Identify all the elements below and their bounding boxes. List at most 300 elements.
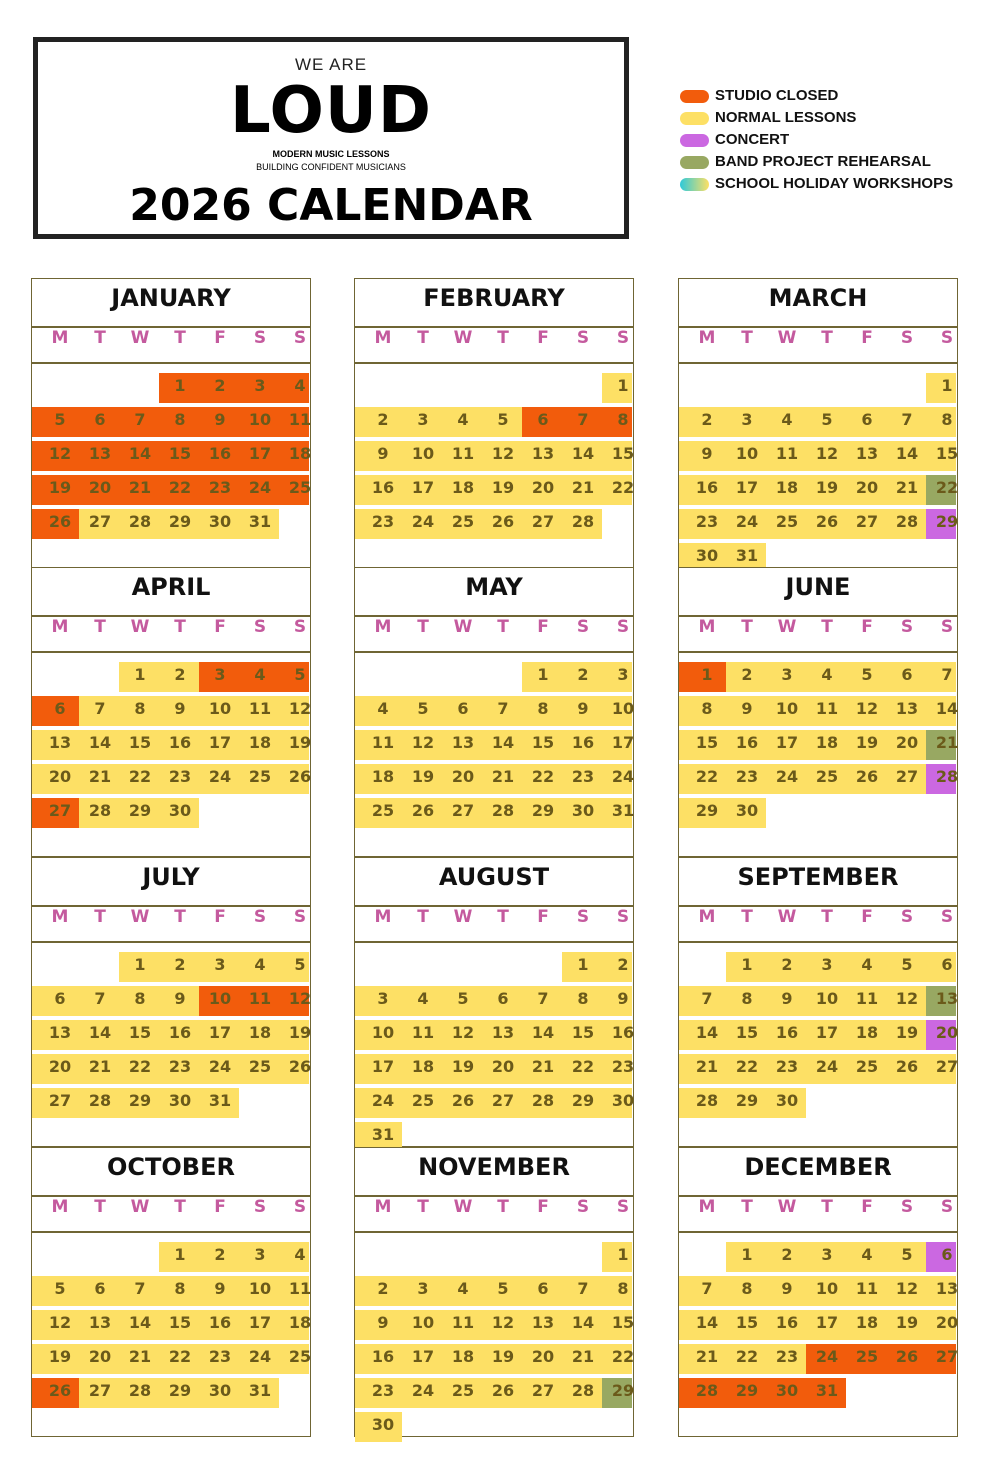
day-number: 6 — [537, 1279, 549, 1298]
day-number: 15 — [531, 733, 555, 752]
day-cell — [806, 407, 846, 437]
day-number: 9 — [214, 410, 226, 429]
day-cell — [355, 764, 402, 794]
day-cell — [442, 1088, 482, 1118]
day-cell — [355, 730, 402, 760]
weekday-label: F — [214, 617, 226, 637]
day-number: 7 — [701, 1279, 713, 1298]
day-number: 30 — [208, 512, 232, 531]
day-number: 13 — [451, 733, 475, 752]
weekday-label: W — [453, 617, 473, 637]
day-cell — [442, 509, 482, 539]
day-cell — [926, 441, 959, 471]
day-cell — [846, 662, 886, 692]
weekday-label: F — [861, 617, 873, 637]
month-name: JANUARY — [111, 284, 231, 312]
day-number: 21 — [88, 1057, 112, 1076]
day-number: 12 — [288, 989, 312, 1008]
weekday-label: W — [453, 907, 473, 927]
day-cell — [355, 1020, 402, 1050]
day-number: 26 — [855, 767, 879, 786]
day-number: 18 — [815, 733, 839, 752]
day-number: 24 — [208, 1057, 232, 1076]
day-cell — [355, 696, 402, 726]
day-number: 20 — [531, 478, 555, 497]
day-cell — [926, 1054, 959, 1084]
day-number: 12 — [288, 699, 312, 718]
day-cell — [355, 441, 402, 471]
day-cell — [806, 441, 846, 471]
day-number: 11 — [288, 1279, 312, 1298]
weekday-label: W — [130, 328, 150, 348]
legend-label: STUDIO CLOSED — [715, 87, 839, 104]
day-number: 24 — [411, 1381, 435, 1400]
day-cell — [726, 798, 766, 828]
day-cell — [482, 764, 522, 794]
day-cell — [846, 986, 886, 1016]
day-cell — [442, 441, 482, 471]
day-number: 20 — [48, 767, 72, 786]
day-number: 16 — [208, 1313, 232, 1332]
day-cell — [926, 1020, 959, 1050]
day-cell — [482, 509, 522, 539]
weekday-label: T — [821, 1197, 833, 1217]
day-cell — [199, 1344, 239, 1374]
day-number: 22 — [735, 1347, 759, 1366]
day-cell — [726, 1242, 766, 1272]
month-january — [31, 278, 311, 568]
weekday-label: T — [497, 907, 509, 927]
day-cell — [766, 1020, 806, 1050]
day-cell — [886, 986, 926, 1016]
day-cell — [562, 764, 602, 794]
day-number: 21 — [531, 1057, 555, 1076]
day-number: 24 — [775, 767, 799, 786]
day-cell — [522, 662, 562, 692]
day-number: 23 — [371, 1381, 395, 1400]
day-number: 11 — [411, 1023, 435, 1042]
day-number: 7 — [134, 410, 146, 429]
weekday-label: M — [698, 907, 716, 927]
day-cell — [355, 986, 402, 1016]
day-cell — [846, 730, 886, 760]
day-cell — [679, 764, 726, 794]
day-number: 25 — [371, 801, 395, 820]
weekday-label: S — [900, 617, 914, 637]
day-cell — [482, 441, 522, 471]
day-number: 2 — [577, 665, 589, 684]
day-cell — [442, 1020, 482, 1050]
day-cell — [239, 509, 279, 539]
day-number: 16 — [775, 1023, 799, 1042]
legend-label: CONCERT — [715, 131, 790, 148]
day-number: 23 — [775, 1347, 799, 1366]
weekday-label: T — [741, 1197, 753, 1217]
day-cell — [279, 952, 309, 982]
weekday-label: T — [741, 617, 753, 637]
day-cell — [886, 764, 926, 794]
day-number: 19 — [288, 1023, 312, 1042]
day-cell — [926, 952, 956, 982]
day-cell — [726, 509, 766, 539]
weekday-label: S — [616, 907, 630, 927]
weekday-label: S — [293, 328, 307, 348]
weekday-label: S — [616, 617, 630, 637]
day-cell — [279, 764, 312, 794]
day-cell — [562, 1310, 602, 1340]
day-cell — [766, 1310, 806, 1340]
day-number: 4 — [861, 955, 873, 974]
day-cell — [679, 986, 726, 1016]
day-number: 21 — [935, 733, 959, 752]
day-cell — [199, 509, 239, 539]
day-number: 18 — [288, 444, 312, 463]
month-name: FEBRUARY — [423, 284, 565, 312]
weekday-label: M — [374, 328, 392, 348]
day-cell — [766, 475, 806, 505]
day-number: 10 — [371, 1023, 395, 1042]
day-number: 12 — [815, 444, 839, 463]
day-number: 21 — [128, 1347, 152, 1366]
day-cell — [79, 696, 119, 726]
day-number: 10 — [735, 444, 759, 463]
weekday-label: T — [417, 617, 429, 637]
day-cell — [806, 696, 846, 726]
day-number: 11 — [855, 1279, 879, 1298]
day-cell — [522, 407, 562, 437]
day-number: 2 — [741, 665, 753, 684]
day-cell — [442, 1054, 482, 1084]
day-cell — [926, 662, 956, 692]
day-cell — [846, 441, 886, 471]
day-cell — [602, 1054, 635, 1084]
day-number: 22 — [128, 767, 152, 786]
day-number: 3 — [254, 376, 266, 395]
day-cell — [159, 986, 199, 1016]
day-number: 4 — [861, 1245, 873, 1264]
day-number: 26 — [491, 1381, 515, 1400]
day-cell — [806, 509, 846, 539]
day-number: 2 — [781, 955, 793, 974]
weekday-divider — [32, 941, 310, 943]
day-cell — [522, 441, 562, 471]
weekday-label: T — [497, 1197, 509, 1217]
day-cell — [846, 475, 886, 505]
day-cell — [159, 1088, 199, 1118]
day-number: 19 — [895, 1313, 919, 1332]
day-cell — [726, 475, 766, 505]
day-number: 30 — [775, 1091, 799, 1110]
day-cell — [355, 509, 402, 539]
day-cell — [402, 407, 442, 437]
day-number: 15 — [935, 444, 959, 463]
day-number: 11 — [371, 733, 395, 752]
day-number: 1 — [701, 665, 713, 684]
we-are-text: WE ARE — [294, 55, 368, 74]
day-cell — [402, 1088, 442, 1118]
day-cell — [239, 1344, 279, 1374]
day-number: 22 — [935, 478, 959, 497]
day-number: 24 — [248, 478, 272, 497]
day-cell — [159, 1310, 199, 1340]
day-cell — [482, 1276, 522, 1306]
day-cell — [119, 441, 159, 471]
day-number: 15 — [571, 1023, 595, 1042]
month-july — [31, 857, 311, 1147]
day-cell — [679, 798, 726, 828]
day-cell — [766, 1242, 806, 1272]
weekday-label: M — [51, 617, 69, 637]
day-number: 6 — [94, 410, 106, 429]
day-cell — [279, 1310, 312, 1340]
day-cell — [199, 952, 239, 982]
day-cell — [239, 952, 279, 982]
weekday-label: S — [576, 617, 590, 637]
day-number: 14 — [895, 444, 919, 463]
weekday-label: F — [861, 328, 873, 348]
day-cell — [562, 1344, 602, 1374]
day-cell — [766, 441, 806, 471]
day-cell — [199, 1242, 239, 1272]
day-cell — [482, 1088, 522, 1118]
day-cell — [32, 696, 79, 726]
day-cell — [119, 475, 159, 505]
day-number: 27 — [48, 801, 72, 820]
day-number: 2 — [781, 1245, 793, 1264]
day-number: 13 — [48, 733, 72, 752]
day-number: 8 — [741, 989, 753, 1008]
day-cell — [199, 407, 239, 437]
weekday-label: T — [417, 907, 429, 927]
day-number: 21 — [571, 1347, 595, 1366]
day-cell — [806, 764, 846, 794]
day-cell — [119, 407, 159, 437]
day-number: 2 — [701, 410, 713, 429]
day-cell — [239, 1276, 279, 1306]
day-cell — [402, 509, 442, 539]
day-cell — [32, 1344, 79, 1374]
day-cell — [562, 1378, 602, 1408]
day-number: 19 — [48, 1347, 72, 1366]
day-number: 9 — [214, 1279, 226, 1298]
day-number: 4 — [457, 1279, 469, 1298]
day-number: 3 — [821, 955, 833, 974]
day-number: 10 — [611, 699, 635, 718]
day-number: 12 — [895, 989, 919, 1008]
day-cell — [442, 1344, 482, 1374]
day-cell — [766, 407, 806, 437]
day-number: 8 — [174, 1279, 186, 1298]
weekday-label: S — [616, 1197, 630, 1217]
day-number: 7 — [901, 410, 913, 429]
day-cell — [846, 952, 886, 982]
day-cell — [679, 475, 726, 505]
day-number: 12 — [48, 1313, 72, 1332]
weekday-label: S — [293, 907, 307, 927]
day-number: 17 — [248, 444, 272, 463]
calendar-title: 2026 CALENDAR — [129, 180, 533, 231]
day-cell — [562, 1088, 602, 1118]
day-cell — [482, 407, 522, 437]
day-number: 14 — [531, 1023, 555, 1042]
day-number: 30 — [571, 801, 595, 820]
day-cell — [199, 1378, 239, 1408]
day-number: 23 — [775, 1057, 799, 1076]
day-number: 27 — [48, 1091, 72, 1110]
day-cell — [726, 696, 766, 726]
day-cell — [679, 1088, 726, 1118]
normal-lessons-swatch — [680, 112, 709, 125]
day-number: 19 — [815, 478, 839, 497]
day-cell — [402, 696, 442, 726]
day-number: 2 — [174, 665, 186, 684]
day-number: 16 — [168, 733, 192, 752]
day-number: 27 — [531, 1381, 555, 1400]
day-cell — [159, 509, 199, 539]
weekday-label: W — [130, 617, 150, 637]
day-number: 19 — [895, 1023, 919, 1042]
day-number: 3 — [417, 1279, 429, 1298]
day-cell — [679, 662, 726, 692]
day-number: 26 — [48, 1381, 72, 1400]
day-cell — [482, 1020, 522, 1050]
day-cell — [602, 373, 632, 403]
day-number: 1 — [941, 376, 953, 395]
day-number: 1 — [174, 1245, 186, 1264]
day-number: 14 — [695, 1023, 719, 1042]
weekday-label: M — [51, 1197, 69, 1217]
day-cell — [766, 986, 806, 1016]
day-number: 12 — [451, 1023, 475, 1042]
day-cell — [806, 1054, 846, 1084]
day-number: 5 — [417, 699, 429, 718]
day-number: 4 — [254, 665, 266, 684]
day-cell — [239, 764, 279, 794]
day-cell — [679, 1020, 726, 1050]
day-cell — [402, 730, 442, 760]
weekday-label: F — [537, 907, 549, 927]
day-number: 29 — [735, 1381, 759, 1400]
day-number: 18 — [855, 1023, 879, 1042]
day-cell — [562, 1020, 602, 1050]
day-cell — [355, 1344, 402, 1374]
day-cell — [926, 764, 959, 794]
day-number: 6 — [54, 989, 66, 1008]
day-number: 11 — [775, 444, 799, 463]
day-number: 29 — [168, 1381, 192, 1400]
day-cell — [199, 696, 239, 726]
day-number: 14 — [128, 444, 152, 463]
day-number: 4 — [821, 665, 833, 684]
day-number: 24 — [371, 1091, 395, 1110]
day-number: 1 — [174, 376, 186, 395]
day-cell — [199, 1310, 239, 1340]
day-number: 13 — [531, 1313, 555, 1332]
weekday-label: W — [777, 617, 797, 637]
day-number: 28 — [88, 1091, 112, 1110]
day-number: 3 — [617, 665, 629, 684]
day-cell — [159, 373, 199, 403]
day-number: 21 — [895, 478, 919, 497]
day-number: 17 — [208, 1023, 232, 1042]
day-number: 28 — [695, 1381, 719, 1400]
day-number: 29 — [128, 801, 152, 820]
day-number: 8 — [174, 410, 186, 429]
day-number: 18 — [371, 767, 395, 786]
day-number: 23 — [168, 1057, 192, 1076]
legend-label: BAND PROJECT REHEARSAL — [715, 153, 931, 170]
day-cell — [159, 1020, 199, 1050]
weekday-label: F — [214, 328, 226, 348]
weekday-divider — [355, 362, 633, 364]
day-number: 7 — [941, 665, 953, 684]
day-cell — [442, 1276, 482, 1306]
day-number: 18 — [855, 1313, 879, 1332]
day-cell — [562, 798, 602, 828]
day-cell — [32, 1310, 79, 1340]
day-cell — [886, 1344, 926, 1374]
day-cell — [846, 407, 886, 437]
day-number: 19 — [48, 478, 72, 497]
weekday-label: T — [741, 328, 753, 348]
day-cell — [279, 373, 309, 403]
day-number: 30 — [735, 801, 759, 820]
day-number: 17 — [611, 733, 635, 752]
day-cell — [482, 1378, 522, 1408]
weekday-label: S — [900, 907, 914, 927]
weekday-label: S — [253, 907, 267, 927]
day-number: 21 — [695, 1347, 719, 1366]
month-name: MAY — [465, 573, 523, 601]
day-cell — [926, 407, 956, 437]
day-number: 4 — [457, 410, 469, 429]
day-number: 25 — [411, 1091, 435, 1110]
day-cell — [402, 1020, 442, 1050]
day-number: 18 — [451, 1347, 475, 1366]
day-number: 31 — [371, 1125, 395, 1144]
weekday-label: W — [777, 328, 797, 348]
day-cell — [159, 764, 199, 794]
day-cell — [522, 1378, 562, 1408]
day-number: 3 — [377, 989, 389, 1008]
day-cell — [279, 986, 312, 1016]
day-number: 13 — [491, 1023, 515, 1042]
day-cell — [766, 764, 806, 794]
day-cell — [522, 730, 562, 760]
day-cell — [159, 798, 199, 828]
day-number: 6 — [54, 699, 66, 718]
weekday-label: W — [130, 907, 150, 927]
day-number: 22 — [735, 1057, 759, 1076]
month-april — [31, 567, 311, 857]
weekday-label: S — [940, 328, 954, 348]
day-number: 30 — [371, 1415, 395, 1434]
day-cell — [199, 986, 239, 1016]
day-number: 16 — [695, 478, 719, 497]
day-number: 8 — [617, 410, 629, 429]
day-number: 17 — [208, 733, 232, 752]
weekday-label: S — [940, 1197, 954, 1217]
day-number: 14 — [571, 1313, 595, 1332]
day-number: 11 — [451, 444, 475, 463]
weekday-label: T — [417, 1197, 429, 1217]
day-number: 26 — [895, 1347, 919, 1366]
day-cell — [199, 1276, 239, 1306]
day-cell — [806, 662, 846, 692]
day-cell — [602, 1344, 635, 1374]
day-cell — [482, 1054, 522, 1084]
day-cell — [806, 730, 846, 760]
